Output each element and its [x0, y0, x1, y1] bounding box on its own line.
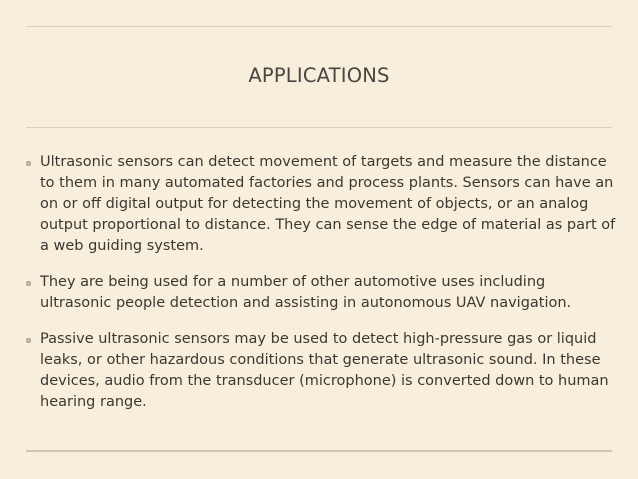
bullet-item — [40, 329, 620, 413]
bullet-text: Passive ultrasonic sensors may be used to detect high-pressure gas or liquid leaks, or other hazardous conditions that generate ultrasonic sound. In these devices, audio from the transducer (microphone) is converted down to human hearing range. — [40, 331, 609, 410]
title-divider — [26, 127, 612, 128]
bullet-item — [40, 152, 620, 257]
bullet-marker-icon — [26, 338, 31, 343]
bullet-text: Ultrasonic sensors can detect movement of targets and measure the distance to them in many automated factories and process plants. Sensors can have an on or off digital output for detecting the movement of objects, or an analog output proportional to distance. They can sense the edge of material as part of a web guiding system. — [40, 154, 616, 254]
bullet-item — [40, 272, 620, 314]
bullet-text: They are being used for a number of other automotive uses including ultrasonic people detection and assisting in autonomous UAV navigation. — [40, 274, 572, 311]
bullet-list — [40, 152, 620, 428]
top-divider — [26, 26, 612, 27]
bullet-marker-icon — [26, 161, 31, 166]
bottom-divider — [26, 450, 612, 452]
slide-title: APPLICATIONS — [248, 64, 390, 87]
bullet-marker-icon — [26, 281, 31, 286]
